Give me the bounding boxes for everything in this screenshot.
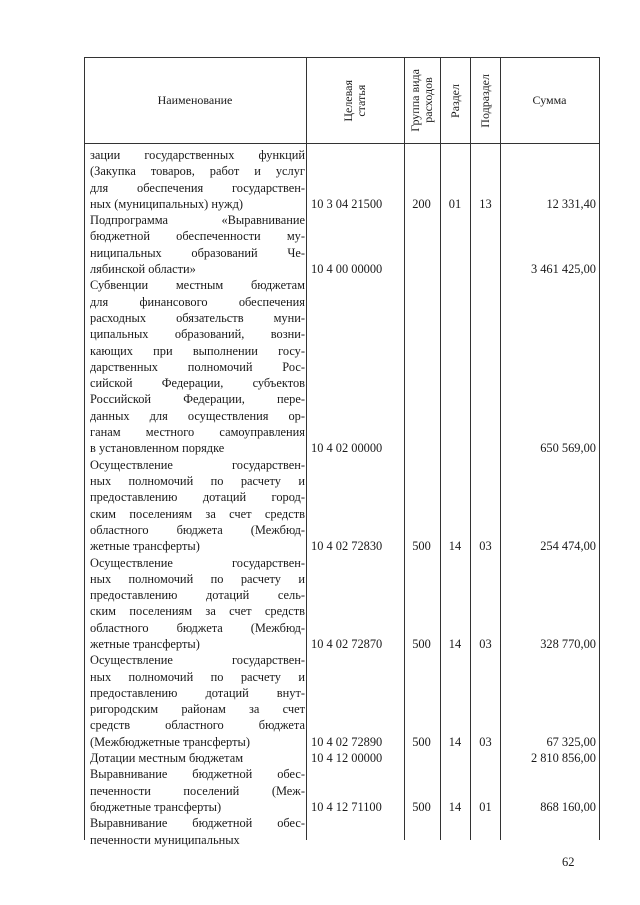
row-section: 14	[448, 637, 462, 651]
row-group: 200	[412, 196, 431, 211]
column-border-left	[84, 57, 85, 840]
column-border-name	[306, 57, 307, 840]
row-target-code: 10 4 02 72870	[311, 637, 383, 651]
row-name-line: ципальных образований, возни-	[90, 327, 305, 342]
row-subsection: 03	[479, 539, 492, 554]
row-group: 500	[412, 734, 431, 749]
row-sum: 328 770,00	[540, 637, 596, 651]
header-section-cell	[440, 58, 470, 143]
row-subsection: 01	[479, 800, 492, 814]
header-sum-cell	[500, 58, 599, 143]
header-name-cell	[84, 58, 306, 143]
row-name-line: Выравнивание бюджетной обес-	[90, 816, 305, 831]
header-section: Раздел	[447, 83, 462, 118]
header-subsection-cell	[470, 58, 500, 143]
row-name-line: Подпрограмма «Выравнивание	[90, 213, 305, 228]
row-name	[90, 277, 305, 456]
row-name	[90, 750, 305, 766]
row-sum: 67 325,00	[546, 734, 596, 749]
row-name-line: Субвенции местным бюджетам	[90, 278, 305, 293]
row-name-line: данных для осуществления ор-	[90, 408, 305, 423]
row-sum: 868 160,00	[540, 800, 596, 814]
row-name-line: ским поселениям за счет средств	[90, 604, 305, 619]
header-bottom-border	[84, 143, 600, 144]
row-name-line: ных полномочий по расчету и	[90, 473, 305, 488]
row-section: 14	[448, 539, 462, 554]
row-name-line: кающих при выполнении госу-	[90, 343, 305, 358]
header-sum: Сумма	[532, 93, 567, 107]
row-name-line: бюджетной обеспеченности му-	[90, 229, 305, 244]
row-name-line: Осуществление государствен-	[90, 555, 305, 570]
row-name-line: дарственных полномочий Рос-	[90, 359, 305, 374]
row-name	[90, 815, 305, 848]
column-border-right	[599, 57, 600, 840]
row-name-line: (Межбюджетные трансферты)	[90, 734, 250, 749]
row-name-line: ригородским районам за счет	[90, 702, 305, 717]
row-name-line: предоставлению дотаций город-	[90, 490, 305, 505]
row-target-code: 10 4 12 00000	[311, 751, 383, 766]
row-name-line: средств областного бюджета	[90, 718, 305, 733]
header-group-cell	[404, 58, 440, 143]
header-target: Целевая статья	[341, 79, 368, 122]
row-group: 500	[412, 800, 431, 814]
row-name-line: расходных обязательств муни-	[90, 310, 305, 325]
row-name-line: Дотации местным бюджетам	[90, 751, 244, 766]
row-subsection: 03	[479, 637, 492, 651]
row-name-line: лябинской области»	[90, 262, 196, 277]
header-group: Группа вида расходов	[408, 69, 435, 132]
row-target-code: 10 4 00 00000	[311, 262, 383, 277]
row-sum: 254 474,00	[540, 539, 596, 554]
row-subsection: 03	[479, 734, 492, 749]
row-name-line: ных полномочий по расчету и	[90, 571, 305, 586]
header-target-cell	[306, 58, 404, 143]
row-subsection: 13	[479, 196, 492, 211]
row-section: 01	[448, 196, 462, 211]
row-sum: 12 331,40	[546, 196, 596, 211]
row-target-code: 10 3 04 21500	[311, 196, 383, 211]
row-name-line: Осуществление государствен-	[90, 653, 305, 668]
row-name-line: в установленном порядке	[90, 441, 225, 456]
row-sum: 2 810 856,00	[530, 751, 596, 766]
row-name	[90, 766, 305, 815]
row-name-line: областного бюджета (Межбюд-	[90, 620, 305, 635]
row-section: 14	[448, 734, 462, 749]
row-name-line: ных (муниципальных) нужд)	[90, 196, 244, 211]
row-group: 500	[412, 637, 431, 651]
row-name-line: ных полномочий по расчету и	[90, 669, 305, 684]
row-name-line: Осуществление государствен-	[90, 457, 305, 472]
row-name-line: сийской Федерации, субъектов	[90, 376, 305, 391]
row-name-line: ниципальных образований Че-	[90, 245, 305, 260]
row-name	[90, 212, 305, 277]
row-name-line: бюджетные трансферты)	[90, 799, 222, 814]
row-name	[90, 652, 305, 750]
row-name-line: Выравнивание бюджетной обес-	[90, 767, 305, 782]
row-name-line: ганам местного самоуправления	[90, 425, 305, 440]
row-target-code: 10 4 02 00000	[311, 441, 383, 456]
row-name-line: предоставлению дотаций внут-	[90, 685, 305, 700]
row-name-line: ским поселениям за счет средств	[90, 506, 305, 521]
row-name-line: для обеспечения государствен-	[90, 180, 305, 195]
row-name	[90, 457, 305, 555]
row-name-line: (Закупка товаров, работ и услуг	[90, 164, 305, 179]
row-target-code: 10 4 02 72890	[311, 734, 383, 749]
row-name-line: печенности поселений (Меж-	[90, 783, 305, 798]
row-name-line: зации государственных функций	[90, 148, 305, 162]
row-group: 500	[412, 539, 431, 554]
row-name-line: для финансового обеспечения	[90, 294, 305, 309]
column-border-section	[470, 57, 471, 840]
row-section: 14	[448, 800, 462, 814]
row-name	[90, 555, 305, 653]
column-border-group	[440, 57, 441, 840]
row-name-line: жетные трансферты)	[90, 539, 200, 554]
row-target-code: 10 4 02 72830	[311, 539, 383, 554]
header-name: Наименование	[157, 93, 233, 107]
header-subsection: Подраздел	[477, 73, 492, 128]
row-target-code: 10 4 12 71100	[311, 800, 382, 814]
row-name-line: областного бюджета (Межбюд-	[90, 522, 305, 537]
row-sum: 650 569,00	[540, 441, 596, 456]
row-sum: 3 461 425,00	[530, 262, 596, 277]
row-name-line: предоставлению дотаций сель-	[90, 588, 305, 603]
row-name-line: Российской Федерации, пере-	[90, 392, 305, 407]
row-name	[90, 147, 305, 212]
page-number: 62	[562, 855, 575, 869]
row-name-line: жетные трансферты)	[90, 636, 200, 651]
row-name-line: печенности муниципальных	[90, 832, 240, 847]
